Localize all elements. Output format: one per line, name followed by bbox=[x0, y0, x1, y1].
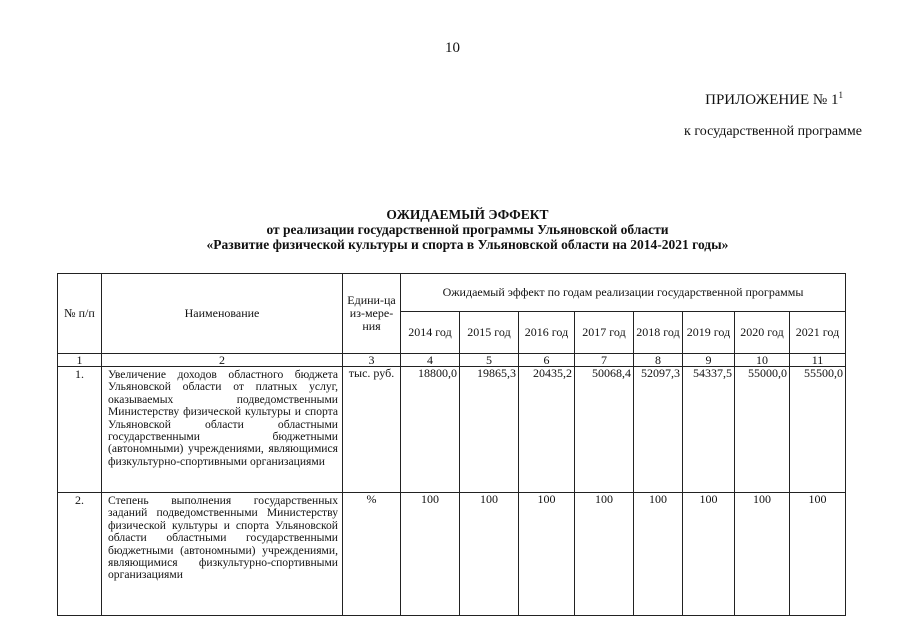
row-value: 100 bbox=[519, 493, 575, 616]
header-row bbox=[58, 274, 846, 312]
document-title bbox=[0, 207, 905, 252]
row-value: 52097,3 bbox=[634, 367, 683, 493]
column-number: 1 bbox=[58, 354, 102, 367]
year-header: 2016 год bbox=[519, 312, 575, 354]
row-number: 1. bbox=[58, 367, 102, 493]
appendix-superscript: 1 bbox=[838, 90, 843, 100]
appendix-title-text: ПРИЛОЖЕНИЕ № 1 bbox=[705, 92, 839, 108]
table-row bbox=[58, 367, 846, 493]
column-number-row bbox=[58, 354, 846, 367]
column-number: 10 bbox=[735, 354, 790, 367]
year-header: 2021 год bbox=[790, 312, 846, 354]
row-value: 100 bbox=[735, 493, 790, 616]
row-value: 100 bbox=[790, 493, 846, 616]
document-title-line3: «Развитие физической культуры и спорта в Ульяновской области на 2014-2021 годы» bbox=[206, 237, 729, 252]
row-name: Степень выполнения государственных заданий подведомственными Министерству физической культуры и спорта Ульяновской области областными государственными бюджетными (автономными) учреждениями, являющимися физкультурно-спортивными организациями bbox=[102, 493, 343, 616]
row-number: 2. bbox=[58, 493, 102, 616]
year-header: 2017 год bbox=[575, 312, 634, 354]
row-unit: тыс. руб. bbox=[343, 367, 401, 493]
effect-table bbox=[57, 273, 846, 616]
year-header: 2015 год bbox=[460, 312, 519, 354]
table-row bbox=[58, 493, 846, 616]
row-value: 100 bbox=[460, 493, 519, 616]
document-title-line1: ОЖИДАЕМЫЙ ЭФФЕКТ bbox=[386, 207, 549, 222]
row-value: 54337,5 bbox=[683, 367, 735, 493]
appendix-subtitle: к государственной программе bbox=[684, 124, 862, 139]
row-value: 100 bbox=[683, 493, 735, 616]
column-number: 7 bbox=[575, 354, 634, 367]
header-name: Наименование bbox=[102, 274, 343, 354]
row-value: 50068,4 bbox=[575, 367, 634, 493]
header-unit: Едини-ца из-мере-ния bbox=[343, 274, 401, 354]
column-number: 4 bbox=[401, 354, 460, 367]
header-no: № п/п bbox=[58, 274, 102, 354]
column-number: 2 bbox=[102, 354, 343, 367]
year-header: 2018 год bbox=[634, 312, 683, 354]
column-number: 5 bbox=[460, 354, 519, 367]
row-value: 100 bbox=[634, 493, 683, 616]
row-value: 55000,0 bbox=[735, 367, 790, 493]
column-number: 6 bbox=[519, 354, 575, 367]
column-number: 11 bbox=[790, 354, 846, 367]
row-value: 100 bbox=[575, 493, 634, 616]
row-value: 100 bbox=[401, 493, 460, 616]
header-effect: Ожидаемый эффект по годам реализации государственной программы bbox=[401, 274, 846, 312]
year-header: 2014 год bbox=[401, 312, 460, 354]
page-number: 10 bbox=[445, 40, 460, 56]
row-name: Увеличение доходов областного бюджета Ульяновской области от платных услуг, оказываемых подведомственными Министерству физической культуры и спорта Ульяновской области областными государственными бюджетными (автономными) учреждениями, являющимися физкультурно-спортивными организациями bbox=[102, 367, 343, 493]
year-header: 2019 год bbox=[683, 312, 735, 354]
row-value: 55500,0 bbox=[790, 367, 846, 493]
row-value: 18800,0 bbox=[401, 367, 460, 493]
row-value: 20435,2 bbox=[519, 367, 575, 493]
appendix-title bbox=[705, 90, 843, 109]
column-number: 3 bbox=[343, 354, 401, 367]
column-number: 8 bbox=[634, 354, 683, 367]
row-value: 19865,3 bbox=[460, 367, 519, 493]
column-number: 9 bbox=[683, 354, 735, 367]
row-unit: % bbox=[343, 493, 401, 616]
year-header: 2020 год bbox=[735, 312, 790, 354]
document-title-line2: от реализации государственной программы Ульяновской области bbox=[266, 222, 669, 237]
